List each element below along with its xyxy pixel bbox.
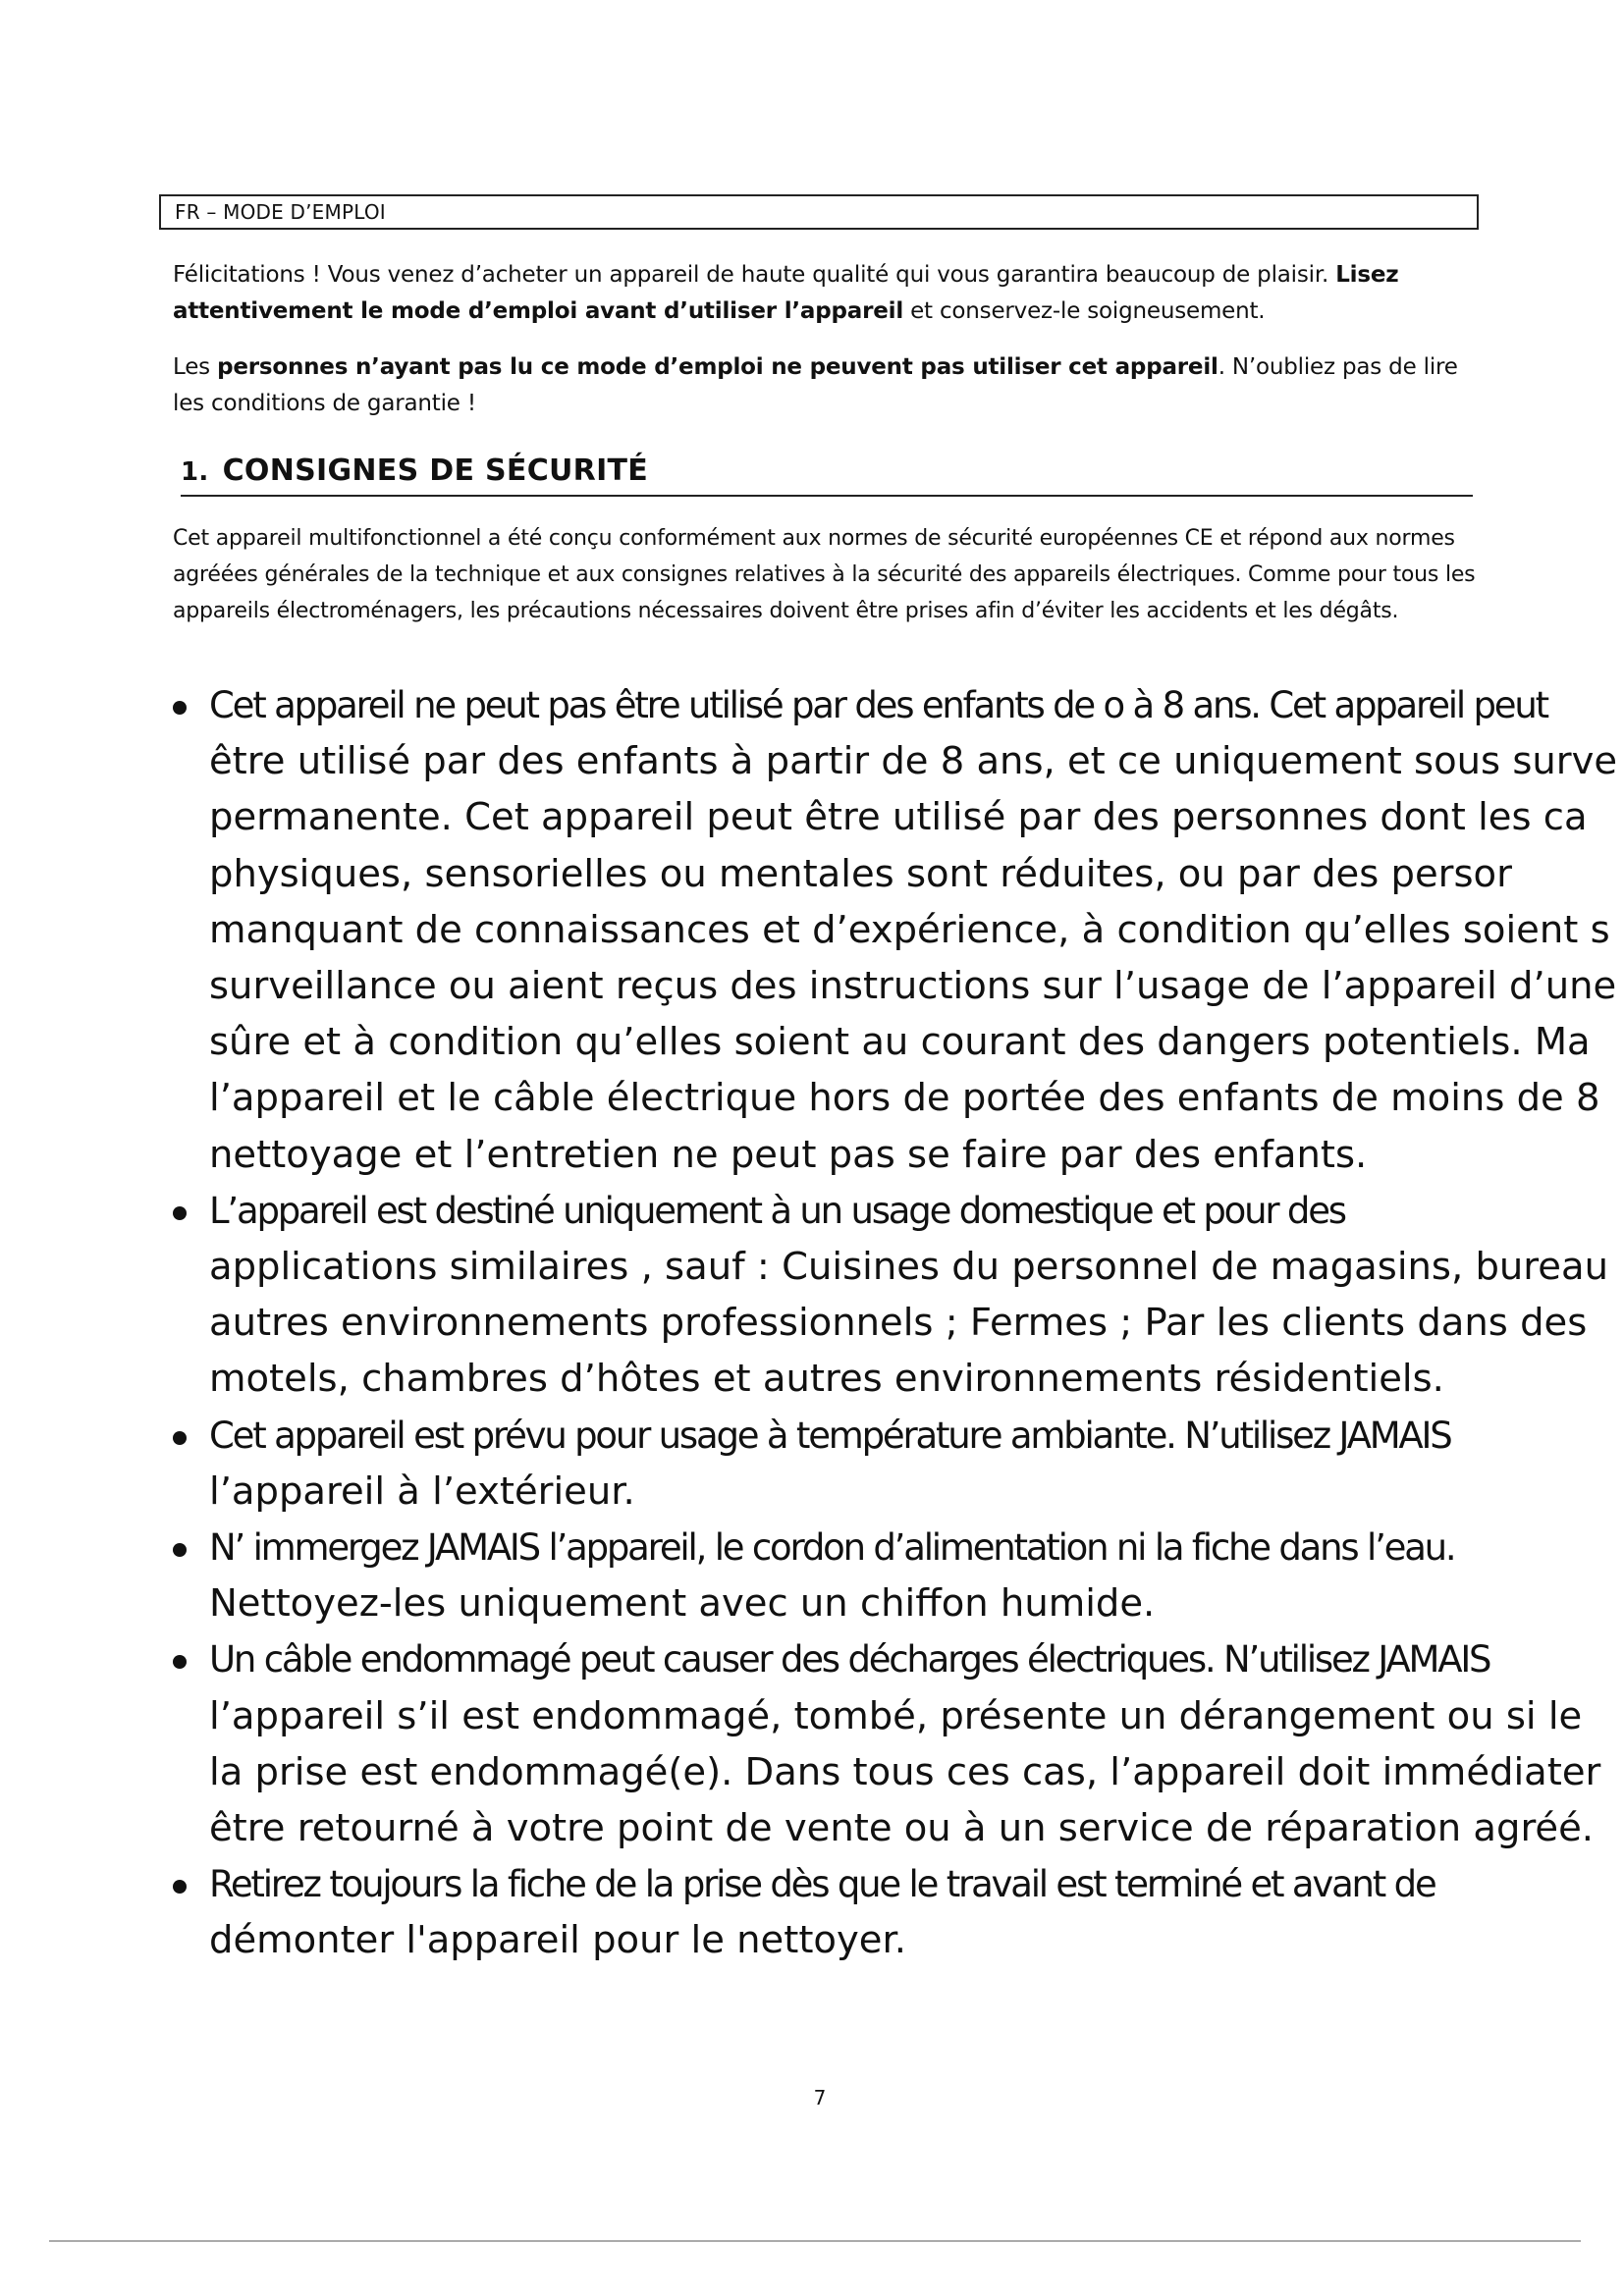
bullet-dot-icon bbox=[173, 1880, 187, 1894]
intro-p2-tail: . N’oubliez pas de lire les conditions de garantie ! bbox=[173, 354, 1458, 416]
bullet-line: Nettoyez-les uniquement avec un chiffon humide. bbox=[209, 1581, 1156, 1627]
section-intro-paragraph: Cet appareil multifonctionnel a été conçu conformément aux normes de sécurité européennes CE et répond aux normes agréées générales de la technique et aux consignes relatives à la sécurité des appareils électriques. Comme pour tous les appareils électroménagers, les précautions nécessaires doivent être prises afin d’éviter les accidents et les dégâts. bbox=[173, 526, 1476, 623]
bullet-line: autres environnements professionnels ; Fermes ; Par les clients dans des bbox=[209, 1301, 1588, 1346]
bullet-line: motels, chambres d’hôtes et autres environnements résidentiels. bbox=[209, 1357, 1444, 1402]
bullet-line: Retirez toujours la fiche de la prise dès que le travail est terminé et avant de bbox=[209, 1863, 1435, 1906]
section-number: 1. bbox=[181, 457, 209, 487]
bullet-line: manquant de connaissances et d’expérience, à condition qu’elles soient s bbox=[209, 907, 1610, 952]
bullet-line: l’appareil s’il est endommagé, tombé, présente un dérangement ou si le bbox=[209, 1693, 1583, 1738]
bullet-line: l’appareil à l’extérieur. bbox=[209, 1468, 635, 1514]
intro-paragraph-congratulations bbox=[173, 257, 1489, 330]
bullet-line: l’appareil et le câble électrique hors de portée des enfants de moins de 8 bbox=[209, 1076, 1600, 1121]
bullet-line: sûre et à condition qu’elles soient au courant des dangers potentiels. Ma bbox=[209, 1020, 1591, 1065]
footer-divider bbox=[49, 2240, 1581, 2242]
bullet-line: nettoyage et l’entretien ne peut pas se faire par des enfants. bbox=[209, 1132, 1368, 1177]
header-title: FR – MODE D’EMPLOI bbox=[175, 200, 386, 224]
intro-p1-tail: et conservez-le soigneusement. bbox=[903, 298, 1266, 324]
bullet-line: N’ immergez JAMAIS l’appareil, le cordon d’alimentation ni la fiche dans l’eau. bbox=[209, 1526, 1455, 1569]
bullet-dot-icon bbox=[173, 1655, 187, 1669]
bullet-line: surveillance ou aient reçus des instructions sur l’usage de l’appareil d’une bbox=[209, 964, 1617, 1008]
bullet-line: la prise est endommagé(e). Dans tous ces cas, l’appareil doit immédiater bbox=[209, 1749, 1601, 1794]
bullet-line: être retourné à votre point de vente ou à un service de réparation agréé. bbox=[209, 1806, 1595, 1850]
document-header bbox=[159, 194, 1479, 230]
bullet-dot-icon bbox=[173, 1431, 187, 1445]
bullet-line: Cet appareil ne peut pas être utilisé par des enfants de o à 8 ans. Cet appareil peut bbox=[209, 684, 1547, 726]
intro-p1-bold: Lisez attentivement le mode d’emploi avant d’utiliser l’appareil bbox=[173, 262, 1399, 324]
intro-p2-text: Les bbox=[173, 354, 218, 380]
bullet-line: L’appareil est destiné uniquement à un usage domestique et pour des bbox=[209, 1189, 1345, 1232]
intro-paragraph-warning bbox=[173, 349, 1489, 422]
bullet-line: démonter l'appareil pour le nettoyer. bbox=[209, 1918, 906, 1963]
page-number: 7 bbox=[813, 2086, 827, 2109]
bullet-dot-icon bbox=[173, 1206, 187, 1220]
bullet-line: être utilisé par des enfants à partir de 8 ans, et ce uniquement sous surve bbox=[209, 739, 1618, 784]
bullet-dot-icon bbox=[173, 1543, 187, 1557]
bullet-line: Un câble endommagé peut causer des décharges électriques. N’utilisez JAMAIS bbox=[209, 1638, 1490, 1682]
bullet-line: physiques, sensorielles ou mentales sont réduites, ou par des persor bbox=[209, 851, 1512, 896]
intro-p1-text: Félicitations ! Vous venez d’acheter un appareil de haute qualité qui vous garantira beaucoup de plaisir. bbox=[173, 262, 1336, 288]
bullet-line: applications similaires , sauf : Cuisines du personnel de magasins, bureau bbox=[209, 1245, 1608, 1289]
bullet-dot-icon bbox=[173, 701, 187, 715]
section-title: CONSIGNES DE SÉCURITÉ bbox=[222, 454, 649, 488]
intro-p2-bold: personnes n’ayant pas lu ce mode d’emploi ne peuvent pas utiliser cet appareil bbox=[217, 354, 1218, 380]
section-heading bbox=[181, 450, 1473, 497]
bullet-line: Cet appareil est prévu pour usage à température ambiante. N’utilisez JAMAIS bbox=[209, 1414, 1451, 1457]
bullet-line: permanente. Cet appareil peut être utilisé par des personnes dont les ca bbox=[209, 795, 1588, 840]
